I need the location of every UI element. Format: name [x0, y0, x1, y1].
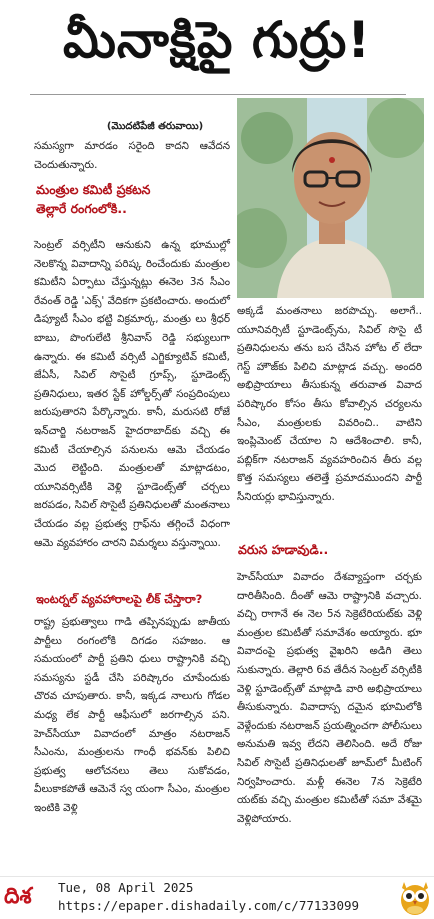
left-column-block-2: [34, 613, 230, 818]
byline: (మొదటిపేజీ తరువాయి): [106, 121, 204, 132]
person-photo: [237, 98, 424, 298]
paragraph-left-2: రాష్ట్ర ప్రభుత్వాలు గాడి తప్పినప్పుడు జాతీయ పార్టీలు రంగంలోకి దిగడం సహజం. ఆ సమయంలో పార్టీ ప్రతిని ధులు రాష్ట్రానికి వచ్చి సమస్యను స్టడీ చేసి పరిష్కారం చూపేందుకు చొరవ చూపుతారు. కానీ, ఇక్కడ నాలుగు గోడల మధ్య లేక పార్టీ ఆఫీసులో జరగాల్సిన పని. హెచ్‌సీయూ వివాదంలో మాత్రం నటరాజన్ సీఎంను, మంత్రులను గాంధీ భవన్‌కు పిలిచి ప్రభుత్వ ఆలోచనలు తెలు సుకోవడం, వీలుకాకపోతే ఆమెనే స్వ యంగా సీఎం, మంత్రుల ఇంటికి వెళ్లి: [34, 616, 230, 814]
right-column-block-2: [237, 568, 422, 828]
subhead-committee-line-2: తెల్లారే రంగంలోకి..: [36, 201, 127, 216]
intro-paragraph: సమస్యగా మారడం సరైంది కాదని ఆవేదన చెందుతున్నారు.: [34, 140, 230, 171]
subhead-internal: ఇంటర్నల్ వ్యవహారాలపై లీక్ చేస్తారా?: [36, 592, 203, 606]
footer-date: Tue, 08 April 2025: [58, 880, 194, 895]
page-headline: మీనాక్షిపై గుర్రు!: [62, 10, 372, 69]
paragraph-left-1: సెంట్రల్ వర్సిటీని ఆనుకుని ఉన్న భూముల్లో నెలకొన్న వివాదాన్ని పరిష్క రించేందుకు మంత్రుల కమిటీని ఏర్పాటు చేస్తున్నట్లు ఈనెల 3న సీఎం రేవంత్ రెడ్డి 'ఎక్స్' వేదికగా ప్రకటించారు. అందులో డిప్యూటీ సీఎం భట్టి విక్రమార్క, మంత్రు లు శ్రీధర్ బాబు, పొంగులేటి శ్రీనివాస్ రెడ్డి సభ్యులుగా ఉన్నారు. ఈ కమిటీ వర్సిటీ ఎగ్జిక్యూటివ్ కమిటీ, జేఏసీ, సివిల్ సొసైటీ గ్రూప్స్, స్టూడెంట్స్ ప్రతినిధులు, ఇతర స్టేక్ హోల్డర్స్‌తో సంప్రదింపులు జరుపుతారని పేర్కొన్నారు. కానీ, మరుసటి రోజే ఇన్‌చార్జి నటరాజన్ హైదరాబాద్‌కు వచ్చి ఈ కమిటీ చేయాల్సిన పనులను ఆమె చేయడం మొద లెట్టింది. మంత్రులతో మాట్లాడటం, యూనివర్సిటీకి వెళ్లి స్టూడెంట్స్‌తో చర్చలు జరపడం, సివిల్ సొసైటీ ప్రతినిధులతో మంతనాలు చేయడం వల్ల ప్రభుత్వ గ్రాఫ్‌ను తగ్గించే విధంగా ఆమె వ్యవహారం చారని విమర్శలు వస్తున్నాయి.: [34, 239, 230, 549]
disha-logo: దిశ: [4, 884, 32, 909]
headline-rule: [30, 94, 406, 95]
subhead-committee: [36, 180, 226, 218]
intro-text: [34, 137, 230, 174]
footer-separator: [0, 876, 434, 877]
paragraph-right-2: హెచ్‌సీయూ వివాదం దేశవ్యాప్తంగా చర్చకు దారితీసింది. దీంతో ఆమె రాష్ట్రానికి వచ్చారు. వచ్చి రాగానే ఈ నెల 5న సెక్రెటేరియట్‌కు వెళ్లి మంత్రుల కమిటీతో సమావేశం అయ్యారు. భూ వివాదంపై ప్రభుత్వ వైఖరిని అడిగి తెలు సుకున్నారు. తెల్లారి 6వ తేదీన సెంట్రల్ వర్సిటీకి వెళ్లి స్టూడెంట్స్‌తో మాట్లాడి వారి అభిప్రాయాలు తీసుకున్నారు. వివాదాస్ప దమైన భూమిలోకి వెళ్లేందుకు నటరాజన్ ప్రయత్నించగా పోలీసులు అనుమతి ఇవ్వ లేదని తెలిసింది. అదే రోజు సివిల్ సొసైటీ ప్రతినిధులతో జూమ్‌లో మీటింగ్ నిర్వహించారు. మళ్లీ ఈనెల 7న సెక్రెటేరి యట్‌కు వచ్చి మంత్రుల కమిటీతో సమా వేశమై వెళ్లిపోయారు.: [237, 571, 422, 825]
paragraph-right-1: అక్కడే మంతనాలు జరపొచ్చు. అలాగే.. యూనివర్సిటీ స్టూడెంట్స్‌ను, సివిల్ సొసై టీ ప్రతినిధులను తను బస చేసిన హోట ల్ లేదా గెస్ట్ హౌజ్‌కు పిలిచి మాట్లాడ వచ్చు. అందరి అభిప్రాయాలు తీసుకున్న తరువాత వివాద పరిష్కారం కోసం తీసు కోవాల్సిన చర్యలను సీఎం, మంత్రులకు వివరించి.. వాటిని ఇంప్లిమెంట్ చేయాల ని ఆదేశించాలి. కానీ, పబ్లిక్‌గా నటరాజన్ వ్యవహరించిన తీరు వల్ల కొత్త సమస్యలు తలెత్తే ప్రమాదముందని పార్టీ సీనియర్లు భావిస్తున్నారు.: [237, 305, 422, 503]
subhead-committee-line-1: మంత్రుల కమిటీ ప్రకటన: [36, 182, 151, 197]
right-column-block-1: [237, 302, 422, 507]
left-column-block-1: [34, 236, 230, 552]
footer-url[interactable]: https://epaper.dishadaily.com/c/77133099: [58, 898, 360, 913]
person-photo-art: [237, 98, 424, 298]
subhead-series: వరుస హడావుడి..: [238, 542, 329, 557]
owl-icon: [398, 880, 432, 916]
